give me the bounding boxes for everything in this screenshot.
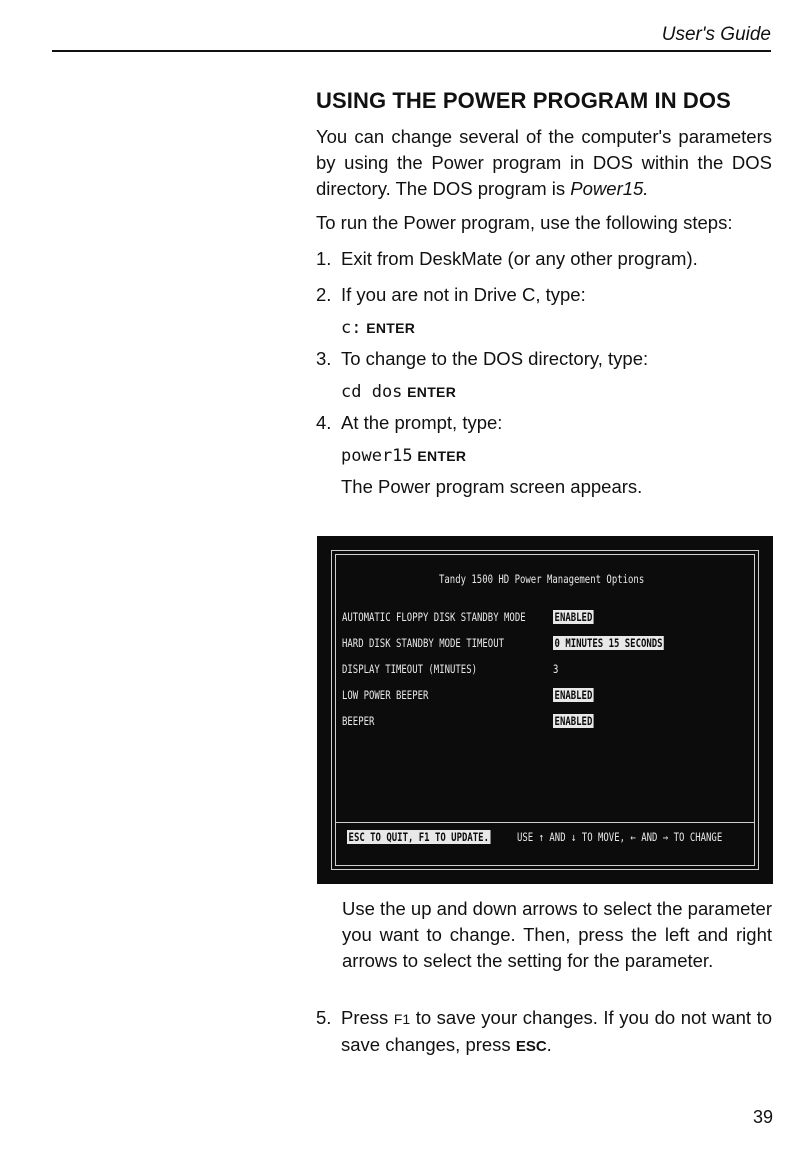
enter-key: ENTER bbox=[417, 448, 467, 464]
status-shortcuts bbox=[347, 830, 491, 844]
option-label: BEEPER bbox=[342, 714, 375, 728]
step-number: 4. bbox=[316, 412, 332, 433]
screen-frame-inner bbox=[335, 554, 755, 866]
step-text: To change to the DOS directory, type: bbox=[341, 348, 649, 369]
running-header: User's Guide bbox=[661, 24, 771, 45]
step-number: 3. bbox=[316, 348, 332, 369]
f1-key: F1 bbox=[393, 1011, 411, 1027]
option-value-text: ENABLED bbox=[554, 610, 593, 624]
instructions-after-screen bbox=[342, 896, 772, 974]
program-name: Power15. bbox=[570, 178, 649, 199]
status-help: USE ↑ AND ↓ TO MOVE, ← AND → TO CHANGE bbox=[517, 830, 723, 844]
step-number: 2. bbox=[316, 284, 332, 305]
page-number: 39 bbox=[752, 1107, 773, 1127]
intro-text: You can change several of the computer's parameters by using the Power program in DOS within the DOS directory. The DOS program is bbox=[316, 126, 772, 199]
step-text bbox=[341, 1005, 772, 1060]
enter-key: ENTER bbox=[407, 384, 457, 400]
step-2 bbox=[316, 282, 772, 308]
step5-text-c: . bbox=[546, 1034, 552, 1055]
step-5 bbox=[316, 1005, 772, 1060]
screen-title: Tandy 1500 HD Power Management Options bbox=[439, 572, 645, 586]
step-number: 5. bbox=[316, 1007, 332, 1028]
step5-text-b: to save your changes. If you do not want to save changes, press bbox=[341, 1007, 772, 1055]
step-4 bbox=[316, 410, 772, 436]
step-number: 1. bbox=[316, 248, 332, 269]
section-title: USING THE POWER PROGRAM IN DOS bbox=[316, 88, 731, 113]
screen-frame bbox=[331, 550, 759, 870]
step5-text-a: Press bbox=[341, 1007, 394, 1028]
option-label: AUTOMATIC FLOPPY DISK STANDBY MODE bbox=[342, 610, 526, 624]
command-text: c: bbox=[341, 318, 362, 338]
header-rule bbox=[52, 50, 771, 52]
command-text: power15 bbox=[341, 446, 413, 466]
step-text: At the prompt, type: bbox=[341, 412, 503, 433]
main-content bbox=[316, 88, 772, 500]
command-line bbox=[341, 446, 772, 466]
command-line bbox=[341, 318, 772, 338]
steps-intro: To run the Power program, use the following steps: bbox=[316, 212, 733, 233]
step-4-result: The Power program screen appears. bbox=[341, 476, 643, 497]
option-value-text: ENABLED bbox=[554, 714, 593, 728]
step-text: Exit from DeskMate (or any other program). bbox=[341, 248, 698, 269]
option-value[interactable] bbox=[553, 636, 664, 650]
enter-key: ENTER bbox=[366, 320, 416, 336]
step-1 bbox=[316, 246, 772, 272]
esc-key: ESC bbox=[515, 1038, 547, 1055]
intro-paragraph bbox=[316, 124, 772, 202]
status-shortcuts-text: ESC TO QUIT, F1 TO UPDATE. bbox=[348, 830, 489, 844]
option-label: LOW POWER BEEPER bbox=[342, 688, 429, 702]
option-value[interactable] bbox=[553, 610, 594, 624]
option-value[interactable] bbox=[553, 662, 558, 676]
step-text: If you are not in Drive C, type: bbox=[341, 284, 586, 305]
power-program-screenshot bbox=[317, 536, 773, 884]
option-value-text: 3 bbox=[553, 662, 559, 676]
status-divider bbox=[336, 822, 754, 823]
outro-paragraph: Use the up and down arrows to select the parameter you want to change. Then, press the left and right arrows to select the setting for the parameter. bbox=[342, 898, 772, 971]
command-line bbox=[341, 382, 772, 402]
option-value[interactable] bbox=[553, 688, 594, 702]
option-label: HARD DISK STANDBY MODE TIMEOUT bbox=[342, 636, 505, 650]
option-value-text: ENABLED bbox=[554, 688, 593, 702]
option-value[interactable] bbox=[553, 714, 594, 728]
option-value-text: 0 MINUTES 15 SECONDS bbox=[554, 636, 663, 650]
command-text: cd dos bbox=[341, 382, 403, 402]
step-3 bbox=[316, 346, 772, 372]
option-label: DISPLAY TIMEOUT (MINUTES) bbox=[342, 662, 478, 676]
